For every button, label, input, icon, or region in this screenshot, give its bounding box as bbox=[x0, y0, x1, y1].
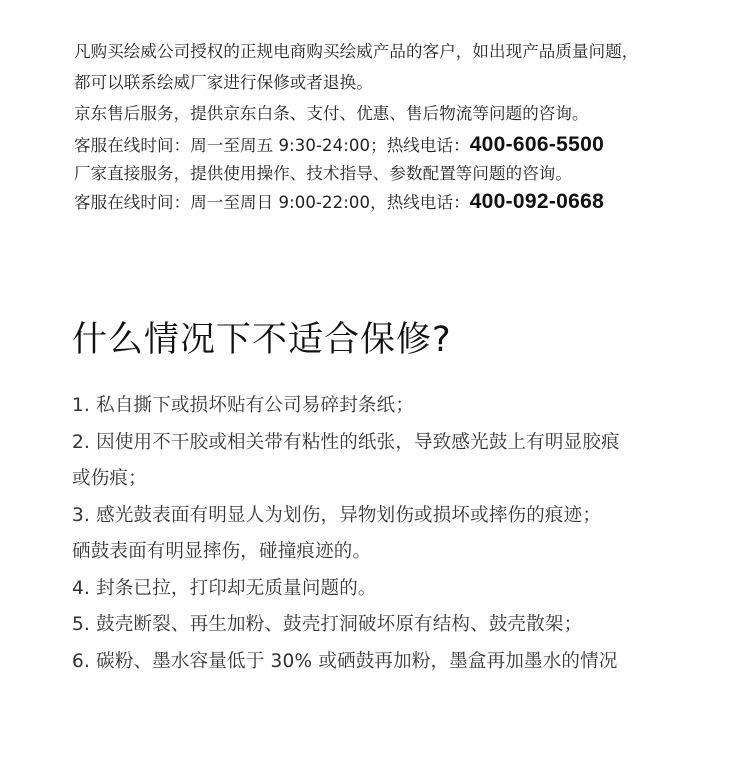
factory-service-text: 厂家直接服务，提供使用操作、技术指导、参数配置等问题的咨询。 bbox=[74, 164, 572, 183]
intro-text-line-1: 凡购买绘威公司授权的正规电商购买绘威产品的客户，如出现产品质量问题， bbox=[74, 42, 639, 61]
warranty-exclusion-list bbox=[72, 388, 722, 680]
service-info-section bbox=[74, 36, 714, 218]
factory-hotline-number: 400-092-0668 bbox=[469, 190, 605, 213]
list-item-3: 3. 感光鼓表面有明显人为划伤，异物划伤或损坏或摔伤的痕迹； bbox=[72, 504, 602, 526]
jd-hotline-number: 400-606-5500 bbox=[469, 133, 605, 156]
jd-service-text: 京东售后服务，提供京东白条、支付、优惠、售后物流等问题的咨询。 bbox=[74, 104, 589, 123]
factory-hours-row bbox=[74, 186, 714, 218]
jd-hours-text: 客服在线时间：周一至周五 9:30-24:00；热线电话： bbox=[74, 136, 470, 155]
intro-text-line-2: 都可以联系绘威厂家进行保修或者退换。 bbox=[74, 73, 373, 92]
list-item-2-continued: 或伤痕； bbox=[72, 468, 147, 489]
jd-hours-row bbox=[74, 129, 714, 161]
factory-hours-text: 客服在线时间：周一至周日 9:00-22:00，热线电话： bbox=[74, 193, 470, 212]
list-item-4: 4. 封条已拉，打印却无质量问题的。 bbox=[72, 577, 377, 599]
list-item-6: 6. 碳粉、墨水容量低于 30% 或硒鼓再加粉，墨盒再加墨水的情况 bbox=[72, 650, 618, 672]
warranty-exclusion-heading: 什么情况下不适合保修? bbox=[72, 320, 452, 360]
list-item-2: 2. 因使用不干胶或相关带有粘性的纸张，导致感光鼓上有明显胶痕 bbox=[72, 431, 620, 453]
list-item-5: 5. 鼓壳断裂、再生加粉、鼓壳打洞破坏原有结构、鼓壳散架； bbox=[72, 614, 583, 635]
list-item-3-continued: 硒鼓表面有明显摔伤，碰撞痕迹的。 bbox=[72, 541, 372, 562]
list-item-1: 1. 私自撕下或损坏贴有公司易碎封条纸； bbox=[72, 395, 415, 416]
